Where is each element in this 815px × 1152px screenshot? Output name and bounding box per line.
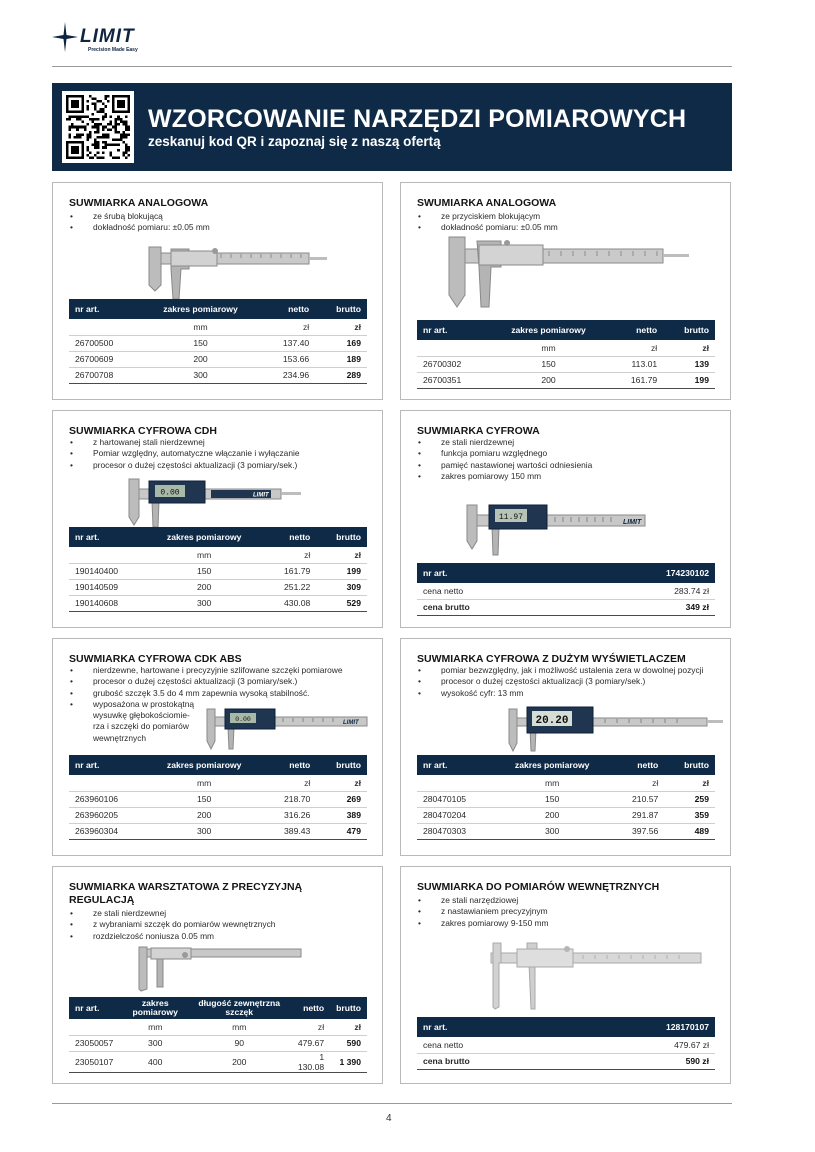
cell-gross: 309	[316, 579, 367, 595]
feature-list	[69, 211, 210, 234]
feature-list	[417, 665, 703, 699]
price-table	[417, 320, 715, 389]
net-price-value: 479.67 zł	[571, 1037, 715, 1053]
cell-art: 263960106	[69, 791, 145, 807]
unit-cell: zł	[261, 319, 315, 335]
unit-cell: zł	[287, 1019, 330, 1035]
cell-range: 150	[140, 335, 262, 351]
table-row	[69, 1051, 367, 1072]
cell-net: 251.22	[264, 579, 317, 595]
cell-gross: 1 390	[330, 1051, 367, 1072]
banner-title: WZORCOWANIE NARZĘDZI POMIAROWYCH	[148, 105, 687, 133]
unit-cell: zł	[264, 547, 317, 563]
price-table	[417, 755, 715, 840]
net-price-label: cena netto	[417, 1037, 571, 1053]
col-header: brutto	[664, 755, 715, 775]
feature-item: • procesor o dużej częstości aktualizacji (3 pomiary/sek.)	[417, 676, 703, 687]
unit-cell: mm	[119, 1019, 191, 1035]
cell-net: 210.57	[612, 791, 665, 807]
cell-gross: 139	[663, 356, 715, 372]
cell-range: 200	[493, 807, 612, 823]
col-header: nr art.	[417, 320, 488, 340]
cell-jaw: 90	[191, 1035, 287, 1051]
col-header: brutto	[316, 527, 367, 547]
art-number: 174230102	[571, 563, 715, 583]
unit-cell: zł	[612, 775, 665, 791]
feature-item: • procesor o dużej częstości aktualizacji (3 pomiary/sek.)	[69, 676, 379, 687]
feature-item: • zakres pomiarowy 150 mm	[417, 471, 592, 482]
table-row	[69, 791, 367, 807]
table-row	[69, 579, 367, 595]
feature-line: rza i szczęki do pomiarów	[93, 721, 189, 732]
limit-logo	[52, 20, 172, 56]
product-card-internal	[400, 866, 731, 1084]
cell-art: 190140400	[69, 563, 145, 579]
analog-caliper-image	[443, 231, 693, 311]
feature-list	[69, 908, 275, 942]
feature-item: • dokładność pomiaru: ±0.05 mm	[417, 222, 558, 233]
price-table	[69, 997, 367, 1073]
unit-cell: zł	[315, 319, 367, 335]
feature-list	[417, 437, 592, 482]
digital-caliper-image	[463, 497, 663, 557]
internal-caliper-image	[487, 939, 707, 1011]
display-readout: 20.20	[535, 715, 569, 727]
cell-gross: 199	[316, 563, 367, 579]
cell-net: 161.79	[609, 372, 663, 388]
table-row	[69, 1035, 367, 1051]
unit-cell: mm	[145, 775, 264, 791]
unit-cell: zł	[330, 1019, 367, 1035]
table-row	[69, 807, 367, 823]
col-header: zakres pomiarowy	[140, 299, 262, 319]
table-row	[417, 372, 715, 388]
col-header: netto	[609, 320, 663, 340]
col-header: brutto	[315, 299, 367, 319]
unit-cell: zł	[264, 775, 317, 791]
cell-range: 200	[145, 579, 264, 595]
feature-item: • rozdzielczość noniusza 0.05 mm	[69, 931, 275, 942]
cell-range: 300	[493, 823, 612, 839]
feature-item: • wysokość cyfr: 13 mm	[417, 688, 703, 699]
cell-range: 300	[145, 823, 264, 839]
display-readout: 0.00	[160, 488, 180, 498]
table-row	[69, 335, 367, 351]
feature-item: • ze przyciskiem blokującym	[417, 211, 558, 222]
cell-net: 234.96	[261, 367, 315, 383]
title-line: REGULACJĄ	[69, 894, 135, 906]
cell-range: 150	[488, 356, 610, 372]
net-price-label: cena netto	[417, 583, 571, 599]
feature-item: • ze stali nierdzewnej	[69, 908, 275, 919]
feature-item: • z hartowanej stali nierdzewnej	[69, 437, 300, 448]
calibration-banner	[52, 83, 732, 171]
brand-mark: LIMIT	[343, 720, 359, 726]
feature-list	[69, 437, 300, 471]
unit-cell: zł	[316, 547, 367, 563]
cell-range: 200	[140, 351, 262, 367]
product-title	[69, 881, 302, 907]
cell-range: 150	[493, 791, 612, 807]
cell-net: 161.79	[264, 563, 317, 579]
cell-gross: 489	[664, 823, 715, 839]
col-header: nr art.	[417, 755, 493, 775]
col-header: netto	[261, 299, 315, 319]
digital-caliper-image	[203, 705, 373, 751]
product-title: SUWMIARKA CYFROWA CDK ABS	[69, 653, 242, 665]
gross-price-label: cena brutto	[417, 1053, 571, 1069]
cell-net: 218.70	[264, 791, 317, 807]
product-title: SUWMIARKA CYFROWA	[417, 425, 540, 437]
col-header: netto	[612, 755, 665, 775]
cell-net: 479.67	[287, 1035, 330, 1051]
unit-cell: zł	[663, 340, 715, 356]
qr-code[interactable]	[62, 91, 134, 163]
table-row	[69, 367, 367, 383]
page-number: 4	[386, 1113, 392, 1124]
product-title: SWUMIARKA ANALOGOWA	[417, 197, 557, 209]
cell-art: 263960304	[69, 823, 145, 839]
cell-range: 300	[140, 367, 262, 383]
workshop-caliper-image	[135, 945, 305, 993]
col-header: zakres pomiarowy	[145, 755, 264, 775]
cell-net: 397.56	[612, 823, 665, 839]
cell-gross: 169	[315, 335, 367, 351]
cell-gross: 529	[316, 595, 367, 611]
art-number: 128170107	[571, 1017, 715, 1037]
cell-gross: 590	[330, 1035, 367, 1051]
product-card-digital-cdk	[52, 638, 383, 856]
price-summary-table	[417, 563, 715, 616]
col-header: nr art.	[69, 299, 140, 319]
cell-range: 400	[119, 1051, 191, 1072]
product-card-analog-2	[400, 182, 731, 400]
product-title: SUWMIARKA CYFROWA CDH	[69, 425, 217, 437]
unit-cell: zł	[316, 775, 367, 791]
feature-item: • zakres pomiarowy 9-150 mm	[417, 918, 549, 929]
cell-gross: 389	[316, 807, 367, 823]
unit-cell: mm	[140, 319, 262, 335]
unit-cell: mm	[145, 547, 264, 563]
cell-art: 190140509	[69, 579, 145, 595]
cell-net: 113.01	[609, 356, 663, 372]
cell-art: 23050107	[69, 1051, 119, 1072]
col-header: netto	[264, 755, 317, 775]
product-card-digital-cdh	[52, 410, 383, 628]
top-divider	[52, 66, 732, 67]
cell-art: 280470204	[417, 807, 493, 823]
feature-item: • z wybraniami szczęk do pomiarów wewnętrznych	[69, 919, 275, 930]
feature-item: • ze stali nierdzewnej	[417, 437, 592, 448]
analog-caliper-image	[141, 243, 331, 303]
cell-net: 291.87	[612, 807, 665, 823]
table-row	[69, 563, 367, 579]
feature-item: • ze stali narzędziowej	[417, 895, 549, 906]
cell-net: 389.43	[264, 823, 317, 839]
col-header: brutto	[330, 997, 367, 1019]
logo-tagline: Precision Made Easy	[88, 47, 138, 53]
cell-range: 200	[145, 807, 264, 823]
col-header: długość zewnętrzna szczęk	[191, 997, 287, 1019]
cell-gross: 189	[315, 351, 367, 367]
cell-art: 263960205	[69, 807, 145, 823]
cell-art: 26700500	[69, 335, 140, 351]
price-table	[69, 299, 367, 384]
feature-line: wyposażona w prostokątną	[93, 698, 195, 709]
feature-item: • pomiar bezwzględny, jak i możliwość ustalenia zera w dowolnej pozycji	[417, 665, 703, 676]
cell-net: 430.08	[264, 595, 317, 611]
product-title: SUWMIARKA ANALOGOWA	[69, 197, 209, 209]
logo-text: LIMIT	[80, 26, 135, 47]
col-header: zakres pomiarowy	[145, 527, 264, 547]
cell-gross: 359	[664, 807, 715, 823]
display-readout: 11.97	[498, 513, 524, 522]
feature-item: • ze śrubą blokującą	[69, 211, 210, 222]
cell-jaw: 200	[191, 1051, 287, 1072]
cell-net: 316.26	[264, 807, 317, 823]
feature-item: • z nastawianiem precyzyjnym	[417, 906, 549, 917]
feature-item: • dokładność pomiaru: ±0.05 mm	[69, 222, 210, 233]
feature-item: • funkcja pomiaru względnego	[417, 448, 592, 459]
cell-art: 26700302	[417, 356, 488, 372]
table-row	[417, 807, 715, 823]
feature-line: wysuwkę głębokościomie-	[93, 710, 190, 721]
title-line: SUWMIARKA WARSZTATOWA Z PRECYZYJNĄ	[69, 881, 303, 893]
digital-caliper-image	[125, 475, 305, 529]
unit-cell: mm	[493, 775, 612, 791]
col-header: nr art.	[69, 997, 119, 1019]
feature-item: • nierdzewne, hartowane i precyzyjnie szlifowane szczęki pomiarowe	[69, 665, 379, 676]
cell-art: 190140608	[69, 595, 145, 611]
feature-list	[417, 895, 549, 929]
table-row	[417, 791, 715, 807]
table-row	[69, 823, 367, 839]
unit-cell: zł	[664, 775, 715, 791]
brand-mark: LIMIT	[253, 492, 269, 499]
feature-item: • grubość szczęk 3.5 do 4 mm zapewnia wysoką stabilność.	[69, 688, 379, 699]
product-card-analog-1	[52, 182, 383, 400]
display-readout: 0.00	[235, 716, 251, 723]
cell-range: 300	[119, 1035, 191, 1051]
cell-range: 300	[145, 595, 264, 611]
product-title: SUWMIARKA DO POMIARÓW WEWNĘTRZNYCH	[417, 881, 660, 893]
col-header: zakres pomiarowy	[119, 997, 191, 1019]
col-header: brutto	[316, 755, 367, 775]
cell-net: 1 130.08	[287, 1051, 330, 1072]
table-row	[69, 351, 367, 367]
feature-item: • pamięć nastawionej wartości odniesienia	[417, 460, 592, 471]
bottom-divider	[52, 1103, 732, 1104]
col-header: brutto	[663, 320, 715, 340]
cell-net: 153.66	[261, 351, 315, 367]
product-card-workshop	[52, 866, 383, 1084]
col-header: nr art.	[69, 755, 145, 775]
unit-cell: zł	[609, 340, 663, 356]
table-row	[69, 595, 367, 611]
cell-art: 26700351	[417, 372, 488, 388]
cell-gross: 269	[316, 791, 367, 807]
gross-price-value: 349 zł	[571, 599, 715, 615]
net-price-value: 283.74 zł	[571, 583, 715, 599]
cell-net: 137.40	[261, 335, 315, 351]
cell-range: 200	[488, 372, 610, 388]
col-header: netto	[287, 997, 330, 1019]
cell-art: 23050057	[69, 1035, 119, 1051]
table-row	[417, 823, 715, 839]
unit-cell: mm	[488, 340, 610, 356]
cell-art: 26700708	[69, 367, 140, 383]
product-title: SUWMIARKA CYFROWA Z DUŻYM WYŚWIETLACZEM	[417, 653, 686, 665]
price-summary-table	[417, 1017, 715, 1070]
feature-line: wewnętrznych	[93, 732, 147, 743]
price-table	[69, 755, 367, 840]
product-card-digital-big-display	[400, 638, 731, 856]
col-header: nr art.	[69, 527, 145, 547]
cell-range: 150	[145, 791, 264, 807]
cell-gross: 199	[663, 372, 715, 388]
cell-art: 280470105	[417, 791, 493, 807]
gross-price-label: cena brutto	[417, 599, 571, 615]
col-header: zakres pomiarowy	[488, 320, 610, 340]
feature-item: • procesor o dużej częstości aktualizacji (3 pomiary/sek.)	[69, 460, 300, 471]
banner-subtitle: zeskanuj kod QR i zapoznaj się z naszą ofertą	[148, 134, 441, 149]
unit-cell: mm	[191, 1019, 287, 1035]
col-header: nr art.	[417, 1017, 571, 1037]
cell-range: 150	[145, 563, 264, 579]
feature-item: • Pomiar względny, automatyczne włączanie i wyłączanie	[69, 448, 300, 459]
cell-art: 26700609	[69, 351, 140, 367]
col-header: zakres pomiarowy	[493, 755, 612, 775]
price-table	[69, 527, 367, 612]
brand-mark: LIMIT	[623, 519, 642, 526]
digital-caliper-image	[505, 705, 725, 753]
cell-art: 280470303	[417, 823, 493, 839]
col-header: nr art.	[417, 563, 571, 583]
table-row	[417, 356, 715, 372]
cell-gross: 479	[316, 823, 367, 839]
col-header: netto	[264, 527, 317, 547]
cell-gross: 259	[664, 791, 715, 807]
gross-price-value: 590 zł	[571, 1053, 715, 1069]
product-card-digital	[400, 410, 731, 628]
cell-gross: 289	[315, 367, 367, 383]
logo-cross-icon	[52, 22, 78, 52]
